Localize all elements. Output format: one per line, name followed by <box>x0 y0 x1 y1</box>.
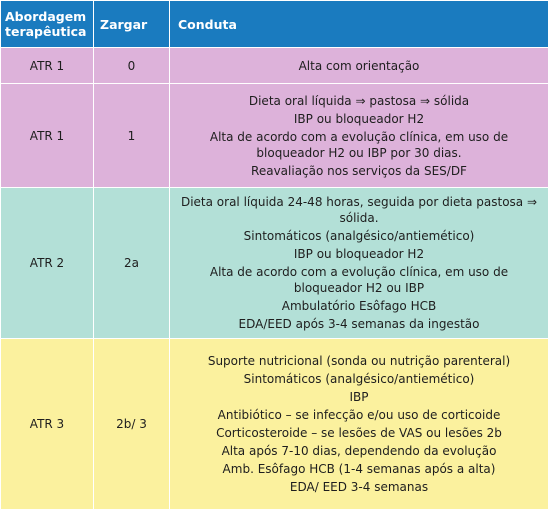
conduta-line: Reavaliação nos serviços da SES/DF <box>174 163 544 179</box>
cell-zargar: 0 <box>94 48 170 84</box>
conduta-line: Alta com orientação <box>174 58 544 74</box>
conduta-line: EDA/EED após 3-4 semanas da ingestão <box>174 316 544 332</box>
conduta-line: Suporte nutricional (sonda ou nutrição parenteral) <box>174 353 544 369</box>
conduta-line: Dieta oral líquida ⇒ pastosa ⇒ sólida <box>174 93 544 109</box>
cell-abordagem: ATR 1 <box>1 48 94 84</box>
table-header-row <box>1 1 548 48</box>
conduta-line: Alta de acordo com a evolução clínica, em uso de bloqueador H2 ou IBP por 30 dias. <box>174 129 544 161</box>
cell-abordagem: ATR 1 <box>1 84 94 188</box>
conduta-line: EDA/ EED 3-4 semanas <box>174 479 544 495</box>
header-zargar: Zargar <box>94 1 170 48</box>
cell-zargar: 1 <box>94 84 170 188</box>
conduta-line: Alta após 7-10 dias, dependendo da evolução <box>174 443 544 459</box>
conduta-line: Sintomáticos (analgésico/antiemético) <box>174 228 544 244</box>
table-row <box>1 84 548 188</box>
table-row <box>1 48 548 84</box>
cell-conduta <box>170 188 548 339</box>
conduta-line: Ambulatório Esôfago HCB <box>174 298 544 314</box>
cell-abordagem: ATR 3 <box>1 339 94 510</box>
conduta-line: Alta de acordo com a evolução clínica, em uso de bloqueador H2 ou IBP <box>174 264 544 296</box>
cell-conduta <box>170 339 548 510</box>
header-conduta: Conduta <box>170 1 548 48</box>
conduta-line: IBP <box>174 389 544 405</box>
conduta-line: Amb. Esôfago HCB (1-4 semanas após a alta) <box>174 461 544 477</box>
cell-zargar: 2a <box>94 188 170 339</box>
conduta-line: Sintomáticos (analgésico/antiemético) <box>174 371 544 387</box>
header-abordagem: Abordagem terapêutica <box>1 1 94 48</box>
cell-conduta <box>170 84 548 188</box>
cell-conduta <box>170 48 548 84</box>
conduta-line: IBP ou bloqueador H2 <box>174 111 544 127</box>
table-row <box>1 339 548 510</box>
conduta-line: IBP ou bloqueador H2 <box>174 246 544 262</box>
cell-zargar: 2b/ 3 <box>94 339 170 510</box>
conduta-line: Antibiótico – se infecção e/ou uso de corticoide <box>174 407 544 423</box>
table-row <box>1 188 548 339</box>
conduta-line: Dieta oral líquida 24-48 horas, seguida por dieta pastosa ⇒ sólida. <box>174 194 544 226</box>
cell-abordagem: ATR 2 <box>1 188 94 339</box>
conduta-line: Corticosteroide – se lesões de VAS ou lesões 2b <box>174 425 544 441</box>
